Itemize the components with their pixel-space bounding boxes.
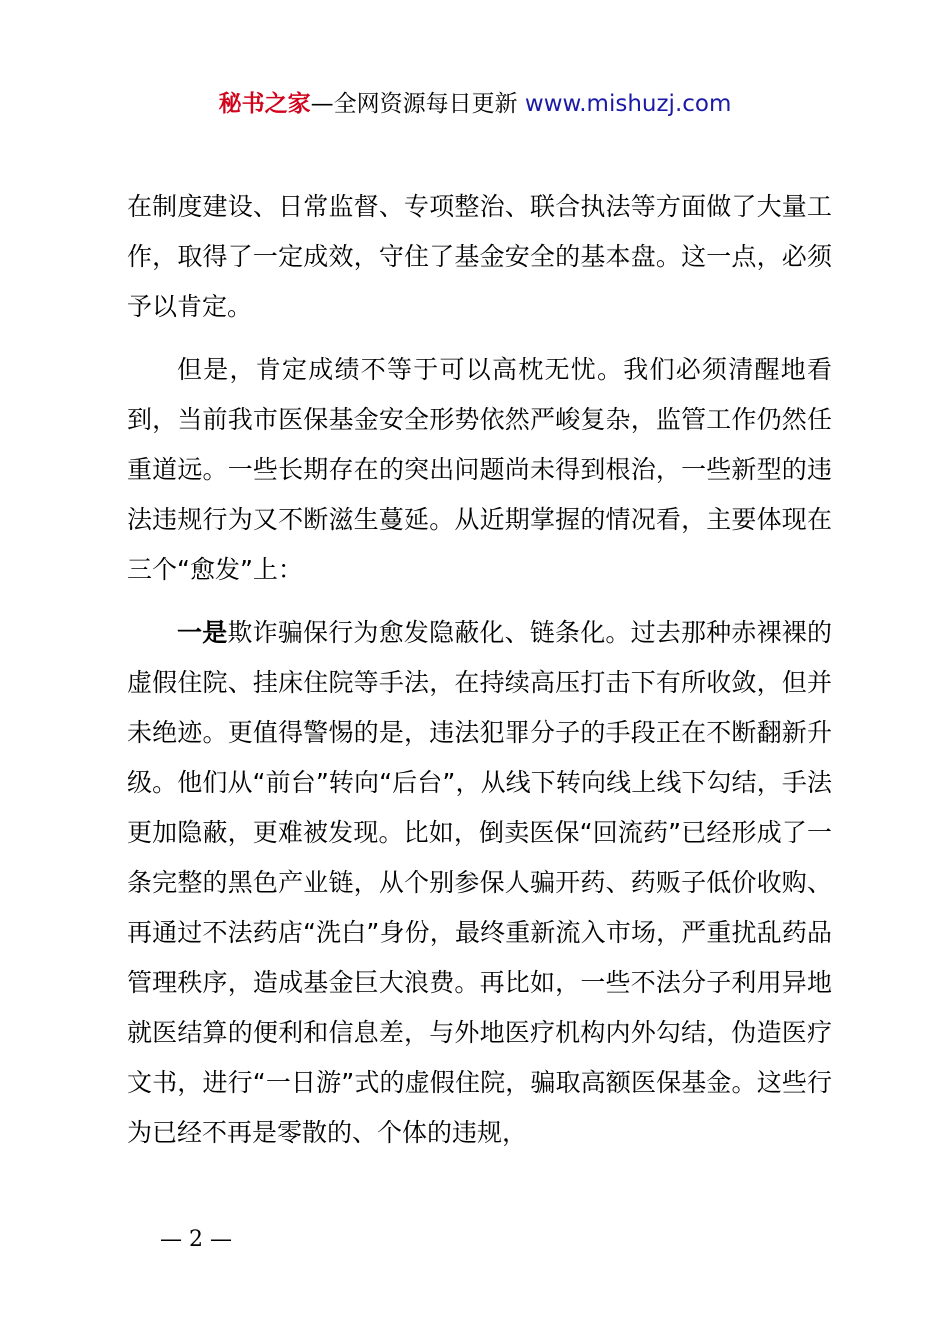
page-number: — 2 —: [160, 1227, 232, 1252]
document-body: [127, 182, 832, 1171]
paragraph-2: [127, 345, 832, 595]
paragraph-1-text: 在制度建设、日常监督、专项整治、联合执法等方面做了大量工作，取得了一定成效，守住了基金安全的基本盘。这一点，必须予以肯定。: [127, 192, 832, 321]
paragraph-2-text: 但是，肯定成绩不等于可以高枕无忧。我们必须清醒地看到，当前我市医保基金安全形势依然严峻复杂，监管工作仍然任重道远。一些长期存在的突出问题尚未得到根治，一些新型的违法违规行为又不断滋生蔓延。从近期掌握的情况看，主要体现在三个“愈发”上：: [127, 355, 832, 584]
brand-name: 秘书之家: [218, 91, 311, 117]
paragraph-1: [127, 182, 832, 332]
paragraph-3-text: 欺诈骗保行为愈发隐蔽化、链条化。过去那种赤裸裸的虚假住院、挂床住院等手法，在持续高压打击下有所收敛，但并未绝迹。更值得警惕的是，违法犯罪分子的手段正在不断翻新升级。他们从“前台”转向“后台”，从线下转向线上线下勾结，手法更加隐蔽，更难被发现。比如，倒卖医保“回流药”已经形成了一条完整的黑色产业链，从个别参保人骗开药、药贩子低价收购、再通过不法药店“洗白”身份，最终重新流入市场，严重扰乱药品管理秩序，造成基金巨大浪费。再比如，一些不法分子利用异地就医结算的便利和信息差，与外地医疗机构内外勾结，伪造医疗文书，进行“一日游”式的虚假住院，骗取高额医保基金。这些行为已经不再是零散的、个体的违规，: [127, 618, 832, 1147]
site-url-link[interactable]: www.mishuzj.com: [524, 91, 732, 117]
paragraph-3-lead: 一是: [177, 618, 228, 647]
site-header: [0, 86, 950, 122]
paragraph-3: [127, 608, 832, 1158]
header-tagline: —全网资源每日更新: [310, 91, 518, 117]
